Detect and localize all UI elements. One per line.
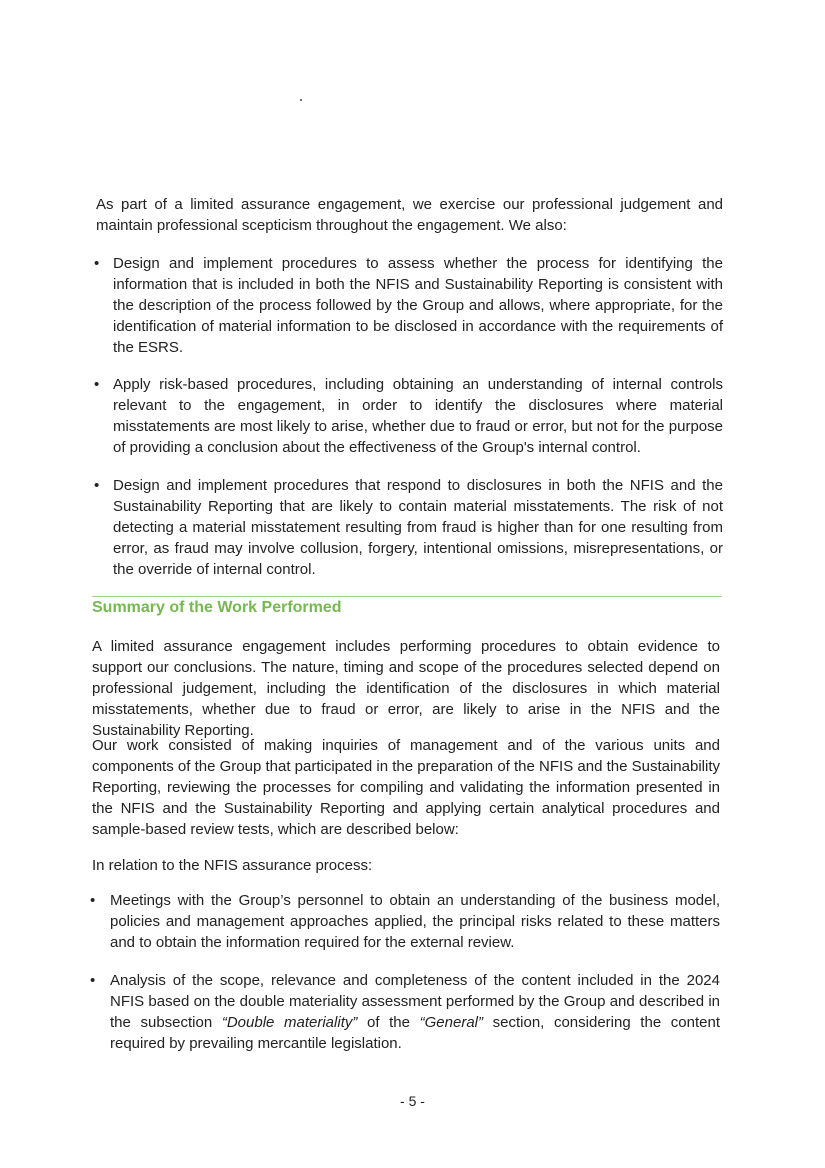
- page-number: - 5 -: [400, 1093, 425, 1109]
- summary-paragraph-1: A limited assurance engagement includes performing procedures to obtain evidence to support our conclusions. The nature, timing and scope of the procedures selected depend on professional judgement, including the identification of the disclosures in which material misstatements, whether due to fraud or error, are likely to arise in the NFIS and the Sustainability Reporting.: [92, 638, 720, 739]
- list-item-text: Design and implement procedures to assess whether the process for identifying the information that is included in both the NFIS and Sustainability Reporting is consistent with the description of the process followed by the Group and allows, where appropriate, for the identification of material information to be disclosed in accordance with the requirements of the ESRS.: [113, 255, 723, 356]
- bullet-icon: •: [94, 255, 100, 272]
- emphasis-double-materiality: “Double materiality”: [221, 1014, 358, 1031]
- scan-speck: [300, 99, 302, 101]
- bullet-icon: •: [94, 477, 100, 494]
- list-item-text: Apply risk-based procedures, including obtaining an understanding of internal controls relevant to the engagement, in order to identify the disclosures where material misstatements are most likely to arise, whether due to fraud or error, but not for the purpose of providing a conclusion about the effectiveness of the Group's internal control.: [113, 376, 723, 456]
- summary-paragraph-2: Our work consisted of making inquiries of management and of the various units and components of the Group that participated in the preparation of the NFIS and the Sustainability Reporting, reviewing the processes for compiling and validating the information presented in the NFIS and the Sustainability Reporting and applying certain analytical procedures and sample-based review tests, which are described below:: [92, 737, 720, 838]
- section-heading: Summary of the Work Performed: [92, 599, 342, 616]
- list-item-text: Meetings with the Group’s personnel to obtain an understanding of the business model, policies and management approaches applied, the principal risks related to these matters and to obtain the information required for the external review.: [110, 892, 720, 951]
- bullet-icon: •: [94, 376, 100, 393]
- intro-paragraph: As part of a limited assurance engagement, we exercise our professional judgement and maintain professional scepticism throughout the engagement. We also:: [96, 196, 723, 234]
- nfis-intro: In relation to the NFIS assurance process:: [92, 857, 373, 874]
- list-item-text: Analysis of the scope, relevance and completeness of the content included in the 2024 NFIS based on the double materiality assessment performed by the Group and described in the subsection “Double materiality” of the “General” section, considering the content required by prevailing mercantile legislation.: [110, 972, 721, 1052]
- list-item-text: Design and implement procedures that respond to disclosures in both the NFIS and the Sustainability Reporting that are likely to contain material misstatements. The risk of not detecting a material misstatement resulting from fraud is higher than for one resulting from error, as fraud may involve collusion, forgery, intentional omissions, misrepresentations, or the override of internal control.: [113, 477, 723, 578]
- bullet-icon: •: [90, 972, 96, 989]
- emphasis-general: “General”: [419, 1014, 483, 1031]
- bullet-icon: •: [90, 892, 96, 909]
